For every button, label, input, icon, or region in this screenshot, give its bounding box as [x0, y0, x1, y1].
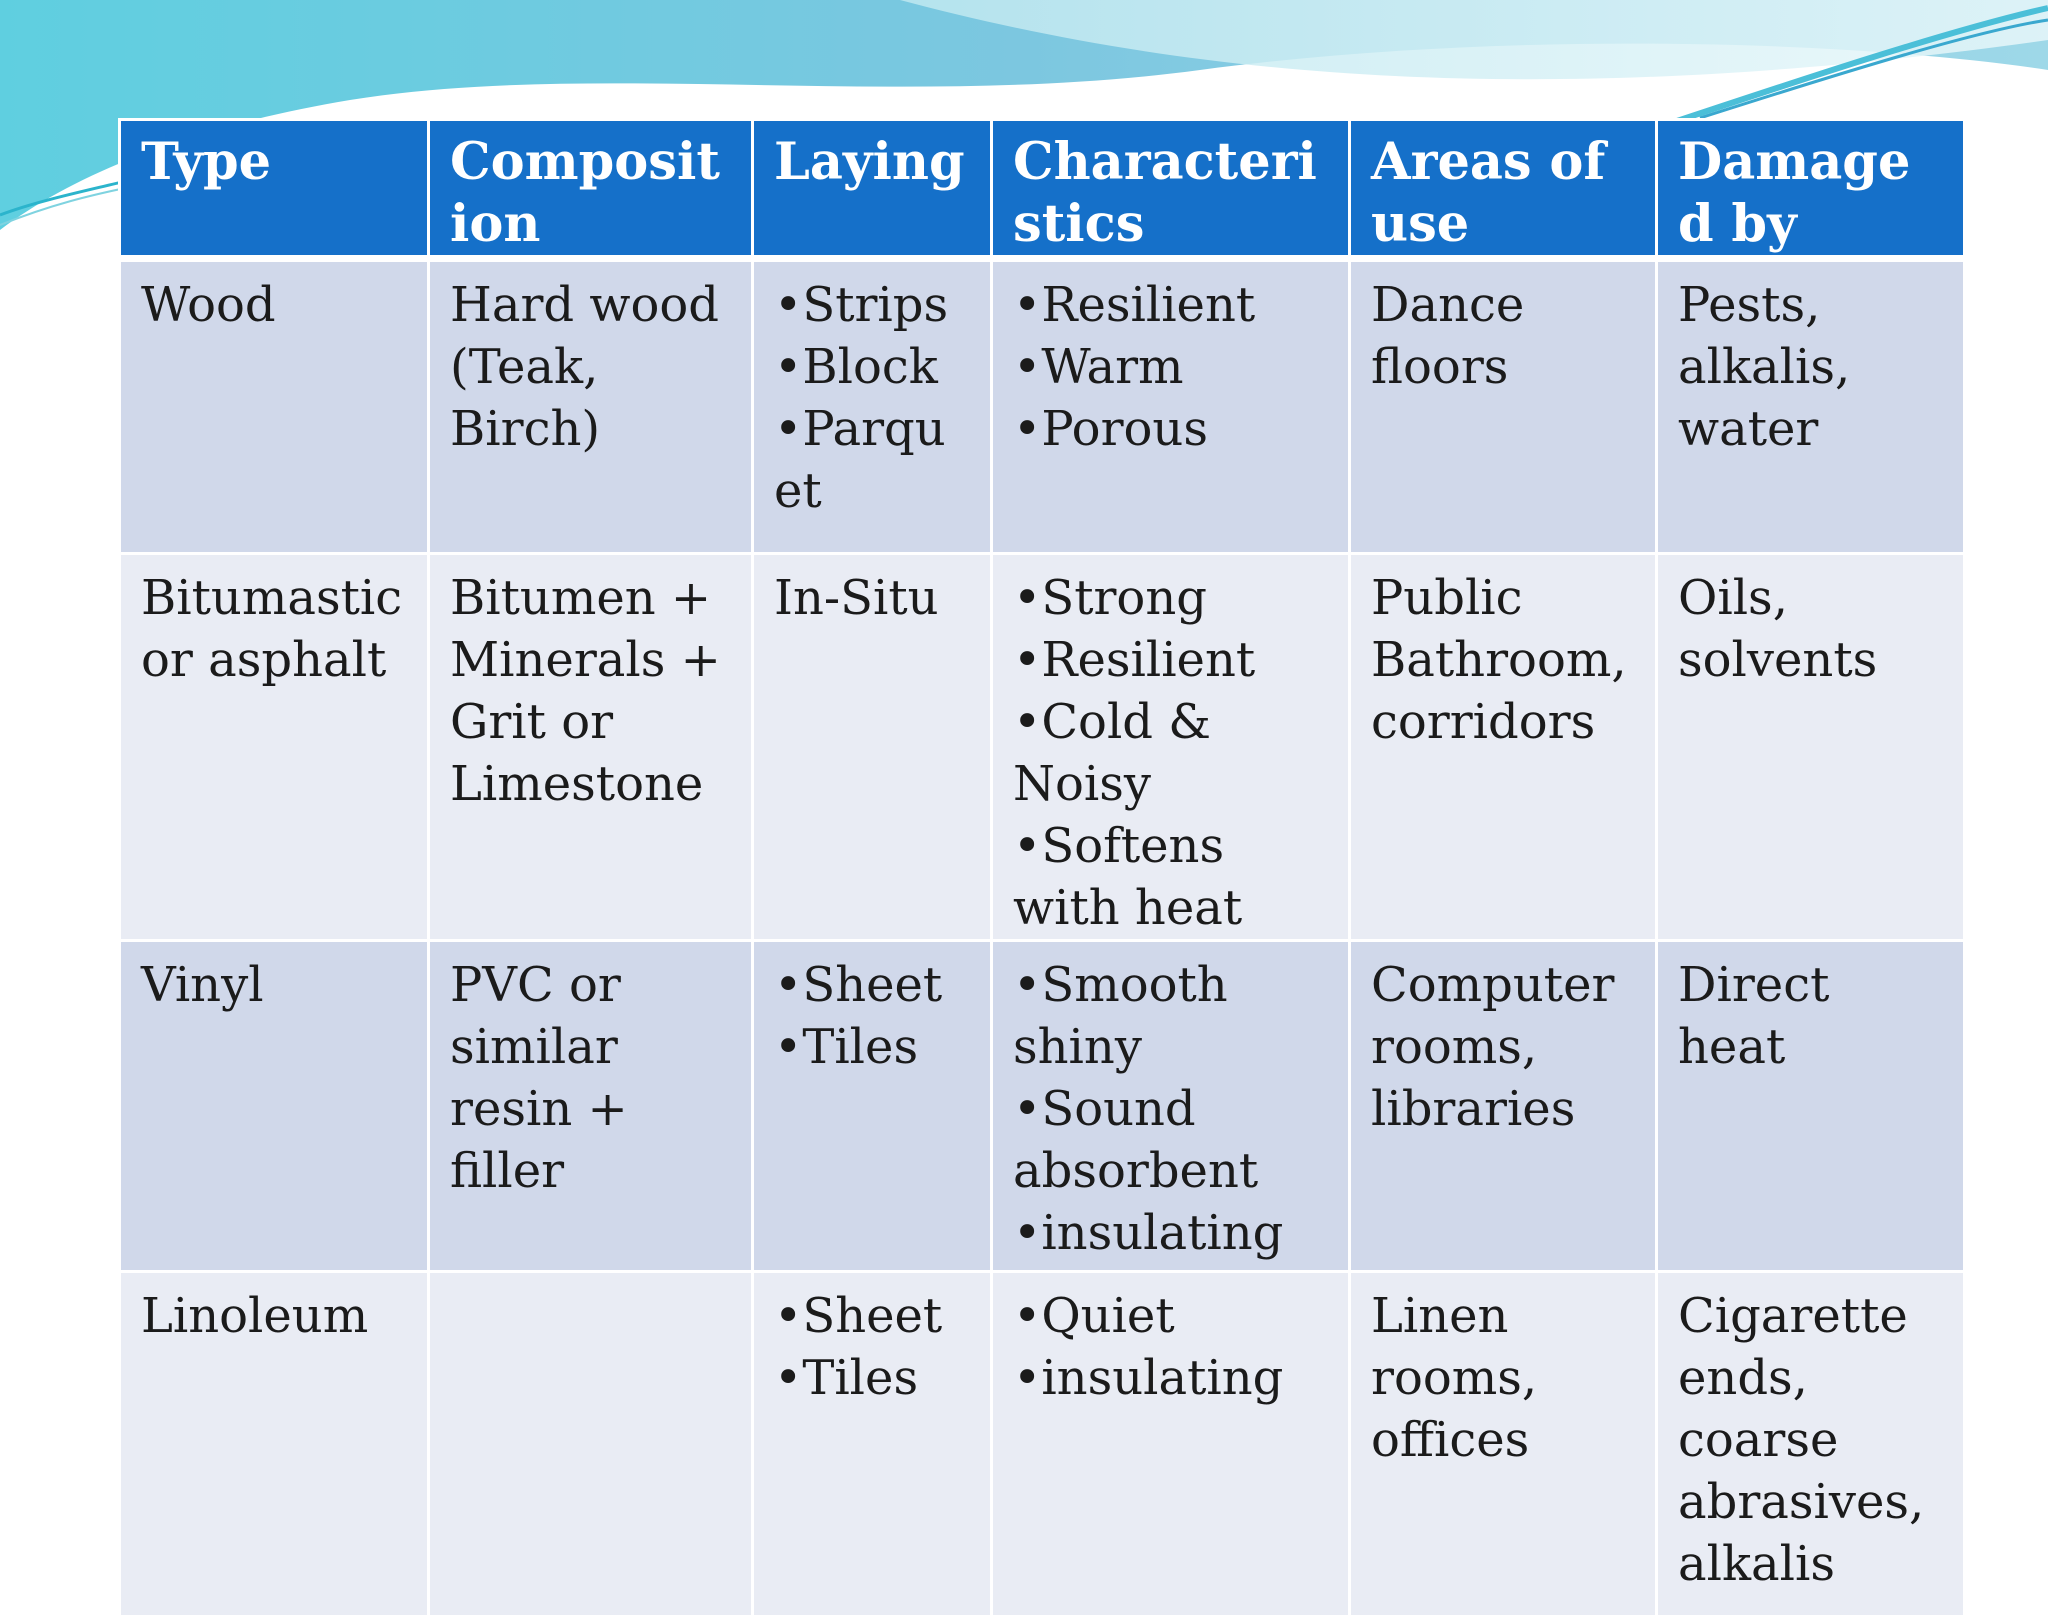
cell-damaged-by: Direct heat	[1657, 941, 1965, 1272]
header-laying: Laying	[753, 120, 992, 259]
cell-areas-of-use: Public Bathroom, corridors	[1350, 554, 1657, 941]
header-row	[120, 120, 1965, 259]
cell-composition: PVC or similar resin + filler	[429, 941, 753, 1272]
characteristic-item: •Cold & Noisy	[1013, 694, 1211, 812]
characteristic-item: •insulating	[1013, 1205, 1284, 1261]
flooring-table	[118, 118, 1966, 1618]
table-row-vinyl	[120, 941, 1965, 1272]
header-areas-of-use: Areas of use	[1350, 120, 1657, 259]
laying-item: •Parquet	[774, 401, 946, 519]
cell-damaged-by: Cigarette ends, coarse abrasives, alkalis	[1657, 1272, 1965, 1617]
table-row-bitumastic	[120, 554, 1965, 941]
characteristic-item: •Warm	[1013, 339, 1184, 395]
cell-type: Linoleum	[120, 1272, 429, 1617]
cell-characteristics	[992, 1272, 1350, 1617]
cell-type: Vinyl	[120, 941, 429, 1272]
cell-characteristics	[992, 259, 1350, 554]
cell-composition	[429, 1272, 753, 1617]
header-composition: Composition	[429, 120, 753, 259]
cell-damaged-by: Oils, solvents	[1657, 554, 1965, 941]
characteristic-item: •Softens with heat	[1013, 818, 1243, 936]
cell-characteristics	[992, 941, 1350, 1272]
cell-damaged-by: Pests, alkalis, water	[1657, 259, 1965, 554]
laying-item: •Tiles	[774, 1019, 919, 1075]
laying-item: •Sheet	[774, 1288, 943, 1344]
laying-item: In-Situ	[774, 570, 939, 626]
cell-areas-of-use: Linen rooms, offices	[1350, 1272, 1657, 1617]
cell-composition: Bitumen + Minerals + Grit or Limestone	[429, 554, 753, 941]
characteristic-item: •Quiet	[1013, 1288, 1175, 1344]
laying-item: •Strips	[774, 277, 949, 333]
characteristic-item: •Sound absorbent	[1013, 1081, 1259, 1199]
cell-laying	[753, 259, 992, 554]
header-type: Type	[120, 120, 429, 259]
cell-laying	[753, 1272, 992, 1617]
header-characteristics: Characteristics	[992, 120, 1350, 259]
characteristic-item: •Porous	[1013, 401, 1208, 457]
cell-composition: Hard wood (Teak, Birch)	[429, 259, 753, 554]
cell-type: Wood	[120, 259, 429, 554]
laying-item: •Sheet	[774, 957, 943, 1013]
table-row-wood	[120, 259, 1965, 554]
characteristic-item: •Resilient	[1013, 632, 1256, 688]
characteristic-item: •insulating	[1013, 1350, 1284, 1406]
laying-item: •Block	[774, 339, 938, 395]
characteristic-item: •Strong	[1013, 570, 1207, 626]
cell-type: Bitumastic or asphalt	[120, 554, 429, 941]
cell-characteristics	[992, 554, 1350, 941]
table-row-linoleum	[120, 1272, 1965, 1617]
characteristic-item: •Smooth shiny	[1013, 957, 1228, 1075]
cell-areas-of-use: Computer rooms, libraries	[1350, 941, 1657, 1272]
laying-item: •Tiles	[774, 1350, 919, 1406]
flooring-table-container	[118, 118, 1963, 1592]
characteristic-item: •Resilient	[1013, 277, 1256, 333]
cell-laying	[753, 554, 992, 941]
header-damaged-by: Damaged by	[1657, 120, 1965, 259]
cell-areas-of-use: Dance floors	[1350, 259, 1657, 554]
cell-laying	[753, 941, 992, 1272]
